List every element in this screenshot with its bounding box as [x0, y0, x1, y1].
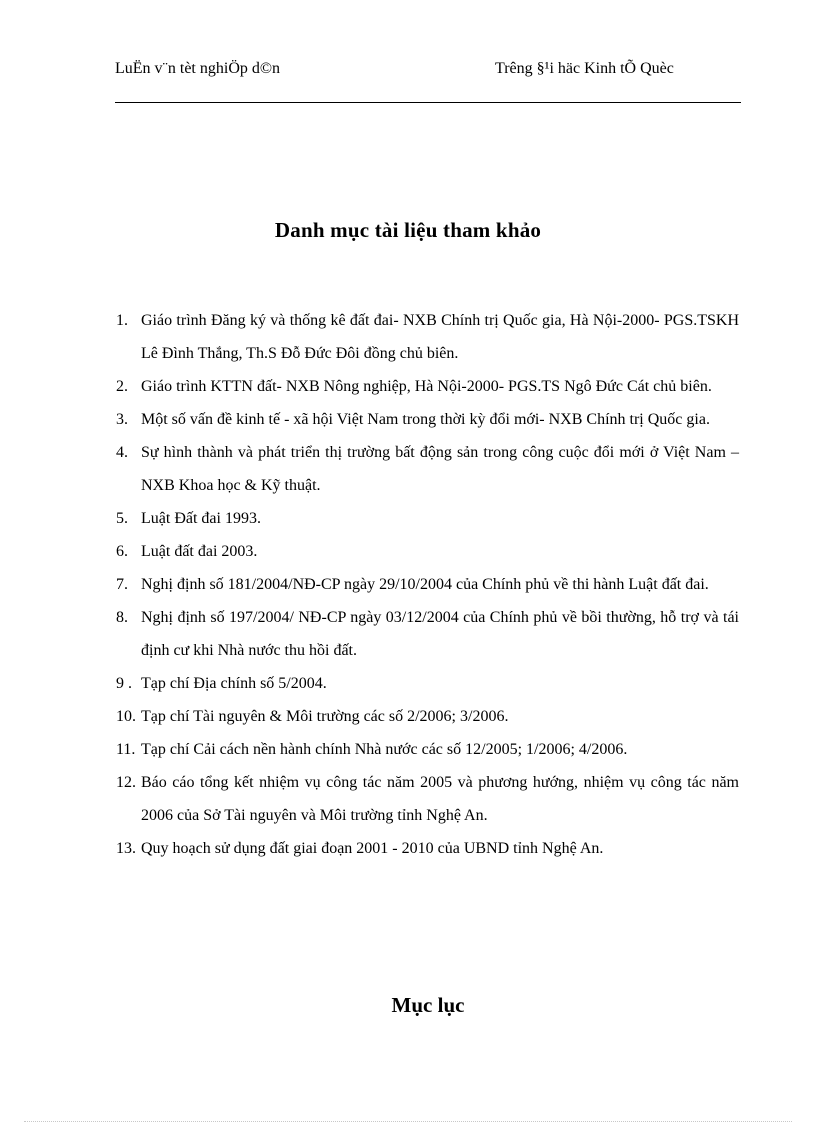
reference-number: 9 . — [116, 675, 132, 692]
reference-item — [116, 304, 739, 370]
references-title: Danh mục tài liệu tham khảo — [274, 218, 542, 242]
reference-item — [116, 370, 739, 403]
reference-text: Tạp chí Tài nguyên & Môi trường các số 2/2006; 3/2006. — [141, 708, 509, 725]
page-header — [115, 58, 741, 103]
reference-number: 2. — [116, 378, 128, 395]
reference-item — [116, 403, 739, 436]
references-list — [116, 304, 739, 865]
reference-item — [116, 700, 739, 733]
reference-item — [116, 733, 739, 766]
reference-text: Luật đất đai 2003. — [141, 543, 258, 560]
reference-number: 6. — [116, 543, 128, 560]
header-left-text: LuËn v¨n tèt nghiÖp d©n — [115, 60, 281, 77]
reference-text: Sự hình thành và phát triển thị trường bất động sản trong công cuộc đổi mới ở Việt Nam – NXB Khoa học & Kỹ thuật. — [141, 444, 739, 494]
reference-item — [116, 667, 739, 700]
reference-item — [116, 436, 739, 502]
reference-number: 10. — [116, 708, 136, 725]
reference-number: 7. — [116, 576, 128, 593]
reference-text: Tạp chí Cải cách nền hành chính Nhà nước các số 12/2005; 1/2006; 4/2006. — [141, 741, 628, 758]
reference-text: Nghị định số 181/2004/NĐ-CP ngày 29/10/2004 của Chính phủ về thi hành Luật đất đai. — [141, 576, 709, 593]
reference-text: Tạp chí Địa chính số 5/2004. — [141, 675, 327, 692]
reference-item — [116, 568, 739, 601]
reference-number: 11. — [116, 741, 136, 758]
reference-item — [116, 502, 739, 535]
reference-number: 12. — [116, 774, 136, 791]
reference-text: Giáo trình Đăng ký và thống kê đất đai- NXB Chính trị Quốc gia, Hà Nội-2000- PGS.TSKH Lê Đình Thắng, Th.S Đỗ Đức Đôi đồng chủ biên. — [141, 312, 739, 362]
header-right-text: Trêng §¹i häc Kinh tÕ Quèc — [495, 60, 674, 77]
reference-number: 4. — [116, 444, 128, 461]
reference-text: Luật Đất đai 1993. — [141, 510, 261, 527]
reference-item — [116, 766, 739, 832]
page-bottom-divider — [24, 1121, 792, 1122]
reference-item — [116, 601, 739, 667]
reference-item — [116, 535, 739, 568]
reference-text: Một số vấn đề kinh tế - xã hội Việt Nam trong thời kỳ đổi mới- NXB Chính trị Quốc gia. — [141, 411, 710, 428]
reference-text: Quy hoạch sử dụng đất giai đoạn 2001 - 2010 của UBND tỉnh Nghệ An. — [141, 840, 604, 857]
toc-title: Mục lục — [391, 993, 465, 1017]
reference-text: Báo cáo tổng kết nhiệm vụ công tác năm 2005 và phương hướng, nhiệm vụ công tác năm 2006 của Sở Tài nguyên và Môi trường tỉnh Nghệ An. — [141, 774, 739, 824]
reference-number: 13. — [116, 840, 136, 857]
reference-number: 1. — [116, 312, 128, 329]
reference-text: Giáo trình KTTN đất- NXB Nông nghiệp, Hà Nội-2000- PGS.TS Ngô Đức Cát chủ biên. — [141, 378, 712, 395]
reference-item — [116, 832, 739, 865]
reference-number: 3. — [116, 411, 128, 428]
reference-number: 5. — [116, 510, 128, 527]
reference-text: Nghị định số 197/2004/ NĐ-CP ngày 03/12/2004 của Chính phủ về bồi thường, hỗ trợ và tái định cư khi Nhà nước thu hồi đất. — [141, 609, 739, 659]
reference-number: 8. — [116, 609, 128, 626]
